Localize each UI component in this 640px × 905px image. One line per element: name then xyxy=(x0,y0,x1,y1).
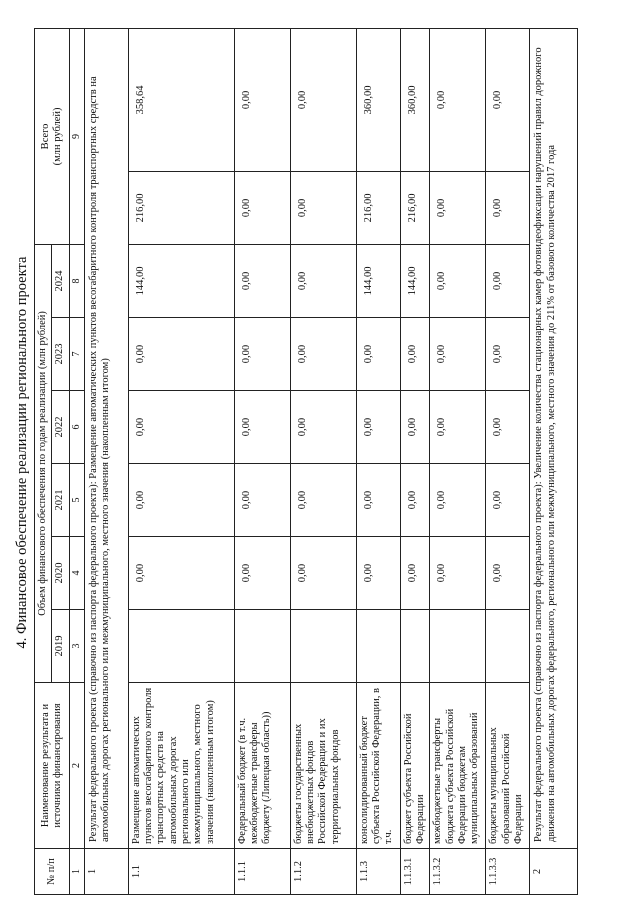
column-index: 7 xyxy=(69,318,84,391)
row-num: 1.1.2 xyxy=(290,849,356,895)
header-year: 2020 xyxy=(52,537,69,610)
row-name: консолидированный бюджет субъекта Российской Федерации, в т.ч. xyxy=(356,683,400,849)
value-cell: 0,00 xyxy=(128,537,234,610)
header-total-unit: (млн рублей) xyxy=(51,107,63,166)
value-cell: 0,00 xyxy=(400,537,430,610)
value-cell: 0,00 xyxy=(486,171,530,244)
row-num: 1.1.3.1 xyxy=(400,849,430,895)
value-cell: 0,00 xyxy=(486,391,530,464)
column-index: 6 xyxy=(69,391,84,464)
value-cell: 0,00 xyxy=(234,244,290,317)
row-num: 1.1 xyxy=(128,849,234,895)
column-index: 5 xyxy=(69,464,84,537)
result-description: Результат федерального проекта (справочно из паспорта федерального проекта): Размещение автоматических пунктов весогабаритного контроля транспортных средств на автомобильных дорогах регионального или межмуниципального, местного значения (накопленным итогом) xyxy=(84,28,128,848)
value-cell: 216,00 xyxy=(128,171,234,244)
value-cell: 0,00 xyxy=(430,171,486,244)
value-cell: 0,00 xyxy=(234,318,290,391)
header-year: 2024 xyxy=(52,244,69,317)
total-cell: 0,00 xyxy=(234,28,290,171)
value-cell: 0,00 xyxy=(430,391,486,464)
row-num: 1 xyxy=(84,849,128,895)
value-cell: 0,00 xyxy=(128,391,234,464)
value-cell: 0,00 xyxy=(128,464,234,537)
column-index: 4 xyxy=(69,537,84,610)
table-row xyxy=(234,28,290,894)
result-description: Результат федерального проекта (справочно из паспорта федерального проекта): Увеличение количества стационарных камер фотовидеофиксации нарушений правил дорожного движения на автомобильных дорогах федерального, регионального или межмуниципального, местного значения до 211% от базового количества 2017 года xyxy=(530,28,578,848)
header-year: 2021 xyxy=(52,464,69,537)
value-cell: 0,00 xyxy=(290,464,356,537)
value-cell: 0,00 xyxy=(356,537,400,610)
table-row xyxy=(530,28,578,894)
table-row xyxy=(84,28,128,894)
financing-table xyxy=(34,28,578,895)
empty-cell xyxy=(290,610,356,683)
value-cell: 0,00 xyxy=(290,244,356,317)
total-cell: 0,00 xyxy=(290,28,356,171)
value-cell: 0,00 xyxy=(430,318,486,391)
value-cell: 0,00 xyxy=(234,171,290,244)
value-cell: 0,00 xyxy=(234,391,290,464)
value-cell: 0,00 xyxy=(486,537,530,610)
table-row xyxy=(430,28,486,894)
column-index: 8 xyxy=(69,244,84,317)
value-cell: 0,00 xyxy=(290,537,356,610)
header-year: 2019 xyxy=(52,610,69,683)
value-cell: 216,00 xyxy=(356,171,400,244)
value-cell: 0,00 xyxy=(430,244,486,317)
empty-cell xyxy=(234,610,290,683)
row-name: бюджеты муниципальных образований Российской Федерации xyxy=(486,683,530,849)
value-cell: 0,00 xyxy=(356,464,400,537)
table-row xyxy=(356,28,400,894)
value-cell: 0,00 xyxy=(234,464,290,537)
row-name: Размещение автоматических пунктов весогабаритного контроля транспортных средств на автомобильных дорогах регионального или межмуниципального, местного значения (накопленным итогом) xyxy=(128,683,234,849)
table-row xyxy=(290,28,356,894)
total-cell: 358,64 xyxy=(128,28,234,171)
total-cell: 360,00 xyxy=(400,28,430,171)
column-index: 2 xyxy=(69,683,84,849)
empty-cell xyxy=(128,610,234,683)
column-index: 9 xyxy=(69,28,84,244)
row-name: Федеральный бюджет (в т.ч. межбюджетные трансферы бюджету (Липецкая область)) xyxy=(234,683,290,849)
value-cell: 216,00 xyxy=(400,171,430,244)
header-num: № п/п xyxy=(35,849,70,895)
value-cell: 0,00 xyxy=(290,391,356,464)
total-cell: 360,00 xyxy=(356,28,400,171)
row-num: 1.1.3.3 xyxy=(486,849,530,895)
total-cell: 0,00 xyxy=(486,28,530,171)
header-row-1 xyxy=(35,28,52,894)
row-name: бюджет субъекта Российской Федерации xyxy=(400,683,430,849)
header-total xyxy=(35,28,70,244)
row-name: межбюджетные трансферты бюджета субъекта Российской Федерации бюджетам муниципальных образований xyxy=(430,683,486,849)
value-cell: 0,00 xyxy=(486,244,530,317)
total-cell: 0,00 xyxy=(430,28,486,171)
value-cell: 0,00 xyxy=(486,464,530,537)
value-cell: 144,00 xyxy=(400,244,430,317)
value-cell: 0,00 xyxy=(356,391,400,464)
header-name: Наименование результата и источники финансирования xyxy=(35,683,70,849)
value-cell: 0,00 xyxy=(430,537,486,610)
table-row xyxy=(486,28,530,894)
empty-cell xyxy=(430,610,486,683)
header-total-label: Всего xyxy=(39,123,51,150)
header-year-group: Объем финансового обеспечения по годам реализации (млн рублей) xyxy=(35,244,52,682)
empty-cell xyxy=(486,610,530,683)
value-cell: 0,00 xyxy=(356,318,400,391)
value-cell: 0,00 xyxy=(400,391,430,464)
empty-cell xyxy=(356,610,400,683)
header-row-index xyxy=(69,28,84,894)
row-num: 2 xyxy=(530,849,578,895)
column-index: 3 xyxy=(69,610,84,683)
value-cell: 0,00 xyxy=(430,464,486,537)
table-row xyxy=(400,28,430,894)
row-name: бюджеты государственных внебюджетных фондов Российской Федерации и их территориальных фондов xyxy=(290,683,356,849)
value-cell: 0,00 xyxy=(234,537,290,610)
row-num: 1.1.3 xyxy=(356,849,400,895)
value-cell: 0,00 xyxy=(400,464,430,537)
value-cell: 0,00 xyxy=(290,171,356,244)
value-cell: 0,00 xyxy=(400,318,430,391)
document-title: 4. Финансовое обеспечение реализации регионального проекта xyxy=(14,256,30,649)
value-cell: 144,00 xyxy=(356,244,400,317)
value-cell: 0,00 xyxy=(128,318,234,391)
row-num: 1.1.3.2 xyxy=(430,849,486,895)
value-cell: 0,00 xyxy=(290,318,356,391)
table-row xyxy=(128,28,234,894)
header-year: 2022 xyxy=(52,391,69,464)
header-year: 2023 xyxy=(52,318,69,391)
empty-cell xyxy=(400,610,430,683)
row-num: 1.1.1 xyxy=(234,849,290,895)
value-cell: 144,00 xyxy=(128,244,234,317)
value-cell: 0,00 xyxy=(486,318,530,391)
column-index: 1 xyxy=(69,849,84,895)
